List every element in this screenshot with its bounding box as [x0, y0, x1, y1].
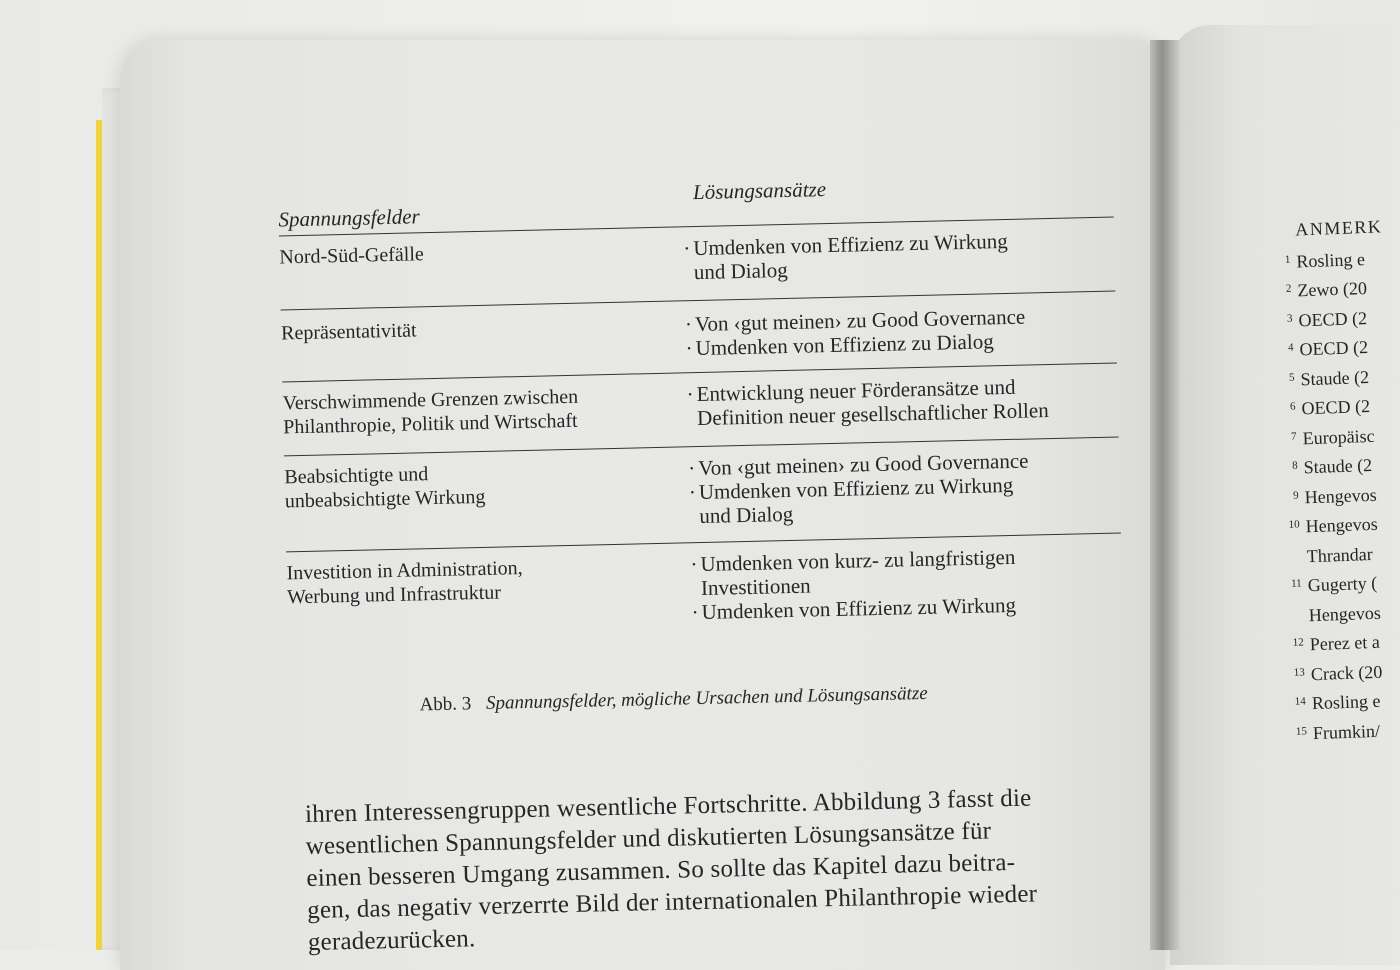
table-header-spannungsfelder: Spannungsfelder: [278, 204, 420, 232]
note-text: OECD (2: [1301, 396, 1370, 418]
note-number: 13: [1290, 658, 1305, 688]
note-item: [1303, 450, 1391, 483]
note-text: Hengevos: [1308, 602, 1381, 625]
note-number: 14: [1291, 687, 1306, 717]
note-number: 9: [1284, 481, 1299, 511]
cell-line: unbeabsichtigte Wirkung: [285, 481, 675, 514]
bullet-line: Definition neuer gesellschaftlicher Rollen: [697, 396, 1127, 430]
table-cell-loesung: [686, 372, 1127, 430]
note-item: [1297, 273, 1385, 306]
notes-column: [1295, 212, 1400, 748]
table-row: [282, 373, 1117, 392]
bullet-item: [689, 470, 1130, 528]
note-number: 7: [1282, 422, 1297, 452]
note-number: 6: [1281, 393, 1296, 423]
note-text: Thrandar: [1306, 543, 1373, 565]
figure-number: Abb. 3: [419, 693, 471, 715]
note-text: Crack (20: [1311, 661, 1383, 683]
body-line: wesentlichen Spannungsfelder und diskutierten Lösungsansätze für: [305, 812, 1136, 863]
bullet-line: · Umdenken von Effizienz zu Wirkung: [693, 226, 1123, 260]
bullet-line: und Dialog: [699, 494, 1129, 528]
table-cell-spannungsfeld: [281, 313, 671, 346]
table-row: [281, 303, 1116, 322]
table-cell-loesung: [688, 446, 1130, 528]
table-cell-spannungsfeld: [284, 457, 675, 514]
bullet-line: · Umdenken von kurz- zu langfristigen: [700, 542, 1130, 576]
note-text: Gugerty (: [1307, 573, 1377, 595]
cell-line: Repräsentativität: [281, 313, 671, 346]
note-text: OECD (2: [1299, 337, 1368, 359]
note-item: [1307, 568, 1395, 601]
note-item: [1305, 509, 1393, 542]
note-number: 10: [1285, 511, 1300, 541]
note-text: Frumkin/: [1313, 720, 1381, 742]
note-number: 8: [1283, 452, 1298, 482]
note-item: [1300, 362, 1388, 395]
bullet-item: [686, 372, 1127, 430]
note-number: 12: [1289, 628, 1304, 658]
note-text: Hengevos: [1305, 514, 1378, 537]
note-item: [1306, 539, 1394, 572]
body-line: geradezurücken.: [308, 908, 1139, 959]
note-item: [1312, 716, 1400, 749]
table-cell-spannungsfeld: [286, 553, 677, 610]
table-row: [286, 542, 1121, 561]
note-text: Staude (2: [1300, 366, 1369, 388]
table-cell-loesung: [683, 226, 1124, 284]
table-header-loesungsansaetze: Lösungsansätze: [693, 177, 827, 205]
bullet-line: · Von ‹gut meinen› zu Good Governance: [698, 446, 1128, 480]
cell-line: Investition in Administration,: [286, 553, 676, 586]
bullet-line: · Umdenken von Effizienz zu Wirkung: [701, 590, 1131, 624]
note-number: 1: [1276, 245, 1291, 275]
note-text: Zewo (20: [1297, 278, 1367, 300]
note-item: [1299, 332, 1387, 365]
note-number: 15: [1292, 717, 1307, 747]
note-item: [1304, 480, 1392, 513]
body-paragraph: [305, 780, 1138, 959]
bullet-line: und Dialog: [694, 250, 1124, 284]
cell-line: Werbung und Infrastruktur: [287, 577, 677, 610]
table-cell-loesung: [690, 542, 1132, 624]
note-text: OECD (2: [1298, 308, 1367, 330]
note-number: 2: [1277, 275, 1292, 305]
bullet-line: · Umdenken von Effizienz zu Wirkung: [699, 470, 1129, 504]
note-item: [1296, 244, 1384, 277]
table-row: [284, 446, 1119, 465]
cell-line: Philanthropie, Politik und Wirtschaft: [283, 407, 673, 440]
cell-line: Nord-Süd-Gefälle: [279, 237, 669, 270]
note-item: [1310, 657, 1398, 690]
body-line: gen, das negativ verzerrte Bild der internationalen Philanthropie wieder: [307, 876, 1138, 927]
note-number: 4: [1279, 334, 1294, 364]
figure-caption: [419, 683, 928, 717]
body-line: ihren Interessengruppen wesentliche Fortschritte. Abbildung 3 fasst die: [305, 780, 1136, 831]
cell-line: Verschwimmende Grenzen zwischen: [282, 383, 672, 416]
note-item: [1309, 627, 1397, 660]
note-number: 11: [1287, 569, 1302, 599]
notes-title: ANMERK: [1295, 212, 1383, 245]
table-cell-spannungsfeld: [282, 383, 673, 440]
note-item: [1301, 391, 1389, 424]
bullet-item: [683, 226, 1124, 284]
note-item: [1298, 303, 1386, 336]
note-text: Rosling e: [1296, 249, 1365, 271]
note-item: [1311, 686, 1399, 719]
body-line: einen besseren Umgang zusammen. So sollte das Kapitel dazu beitra-: [306, 844, 1137, 895]
note-text: Rosling e: [1312, 691, 1381, 713]
cell-line: Beabsichtigte und: [284, 457, 674, 490]
note-text: Hengevos: [1304, 484, 1377, 507]
bullet-line: · Umdenken von Effizienz zu Dialog: [695, 326, 1125, 360]
bullet-line: · Entwicklung neuer Förderansätze und: [696, 372, 1126, 406]
bullet-line: Investitionen: [701, 566, 1131, 600]
figure-caption-text: Spannungsfelder, mögliche Ursachen und Lösungsansätze: [486, 683, 928, 714]
note-text: Europäisc: [1302, 425, 1375, 448]
note-text: Perez et a: [1309, 632, 1380, 654]
note-number: 3: [1278, 304, 1293, 334]
note-number: 5: [1280, 363, 1295, 393]
bullet-line: · Von ‹gut meinen› zu Good Governance: [695, 302, 1125, 336]
table-cell-loesung: [685, 302, 1126, 360]
note-item: [1302, 421, 1390, 454]
note-text: Staude (2: [1303, 455, 1372, 477]
note-item: [1308, 598, 1396, 631]
table-cell-spannungsfeld: [279, 237, 669, 270]
